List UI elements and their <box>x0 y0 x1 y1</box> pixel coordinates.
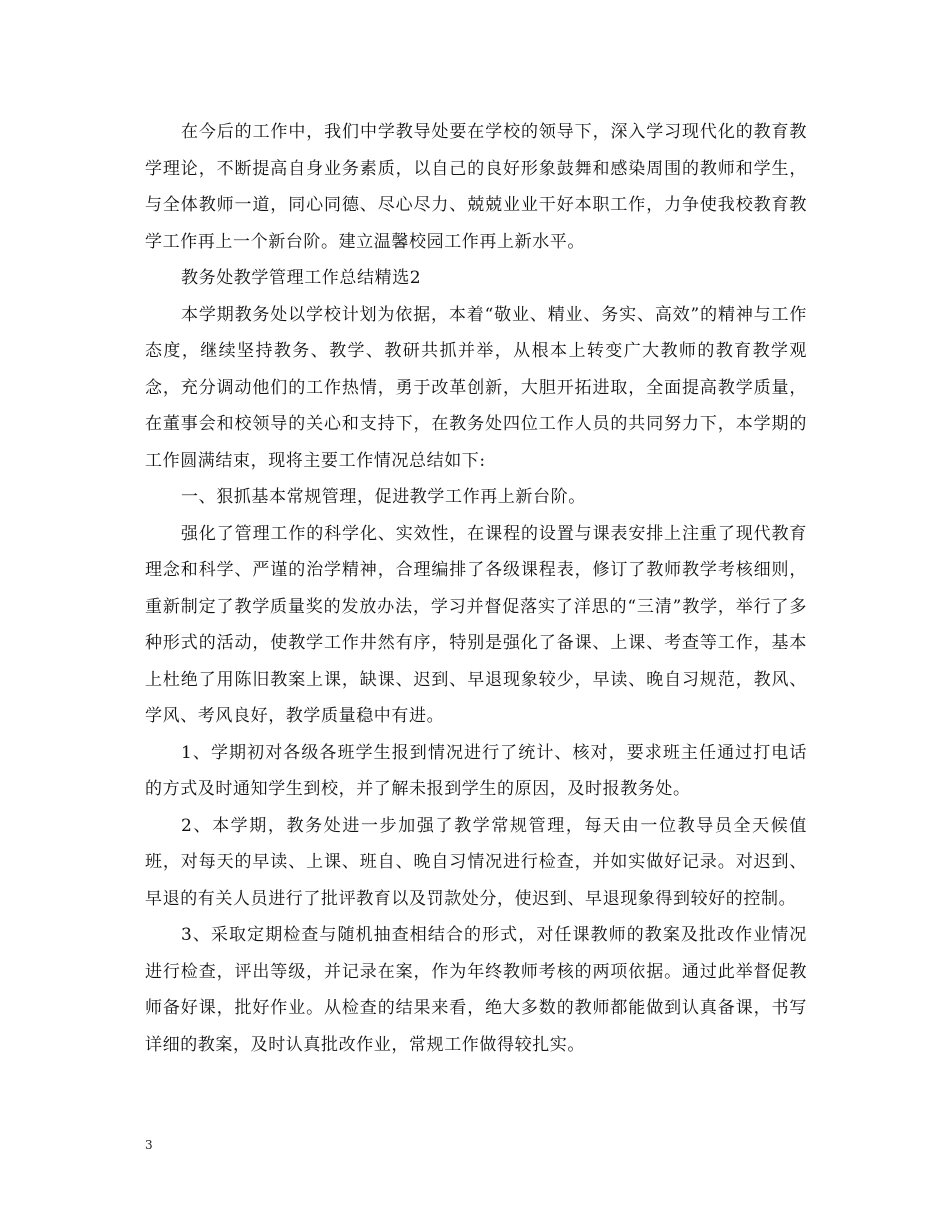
section-heading: 教务处教学管理工作总结精选2 <box>181 268 422 288</box>
list-item-1: 1、学期初对各级各班学生报到情况进行了统计、核对，要求班主任通过打电话的方式及时通知学生到校，并了解未报到学生的原因，及时报教务处。 <box>145 742 807 799</box>
page-number: 3 <box>145 1138 153 1152</box>
list-item-2: 2、本学期，教务处进一步加强了教学常规管理，每天由一位教导员全天候值班，对每天的早读、上课、班自、晚自习情况进行检查，并如实做好记录。对迟到、早退的有关人员进行了批评教育以及罚款处分，使迟到、早退现象得到较好的控制。 <box>145 815 807 909</box>
paragraph-management: 强化了管理工作的科学化、实效性，在课程的设置与课表安排上注重了现代教育理念和科学、严谨的治学精神，合理编排了各级课程表，修订了教师教学考核细则，重新制定了教学质量奖的发放办法，学习并督促落实了洋思的“三清”教学，举行了多种形式的活动，使教学工作井然有序，特别是强化了备课、上课、考查等工作，基本上杜绝了用陈旧教案上课，缺课、迟到、早退现象较少，早读、晚自习规范，教风、学风、考风良好，教学质量稳中有进。 <box>145 523 807 726</box>
document-body <box>145 114 807 1063</box>
list-item-3: 3、采取定期检查与随机抽查相结合的形式，对任课教师的教案及批改作业情况进行检查，评出等级，并记录在案，作为年终教师考核的两项依据。通过此举督促教师备好课，批好作业。从检查的结果来看，绝大多数的教师都能做到认真备课，书写详细的教案，及时认真批改作业，常规工作做得较扎实。 <box>145 925 807 1055</box>
paragraph-closing: 在今后的工作中，我们中学教导处要在学校的领导下，深入学习现代化的教育教学理论，不断提高自身业务素质，以自己的良好形象鼓舞和感染周围的教师和学生，与全体教师一道，同心同德、尽心尽力、兢兢业业干好本职工作，力争使我校教育教学工作再上一个新台阶。建立温馨校园工作再上新水平。 <box>145 122 807 252</box>
subsection-heading: 一、狠抓基本常规管理，促进教学工作再上新台阶。 <box>181 487 586 507</box>
paragraph-intro: 本学期教务处以学校计划为依据，本着“敬业、精业、务实、高效”的精神与工作态度，继续坚持教务、教学、教研共抓并举，从根本上转变广大教师的教育教学观念，充分调动他们的工作热情，勇于改革创新，大胆开拓进取，全面提高教学质量，在董事会和校领导的关心和支持下，在教务处四位工作人员的共同努力下，本学期的工作圆满结束，现将主要工作情况总结如下: <box>145 304 807 471</box>
